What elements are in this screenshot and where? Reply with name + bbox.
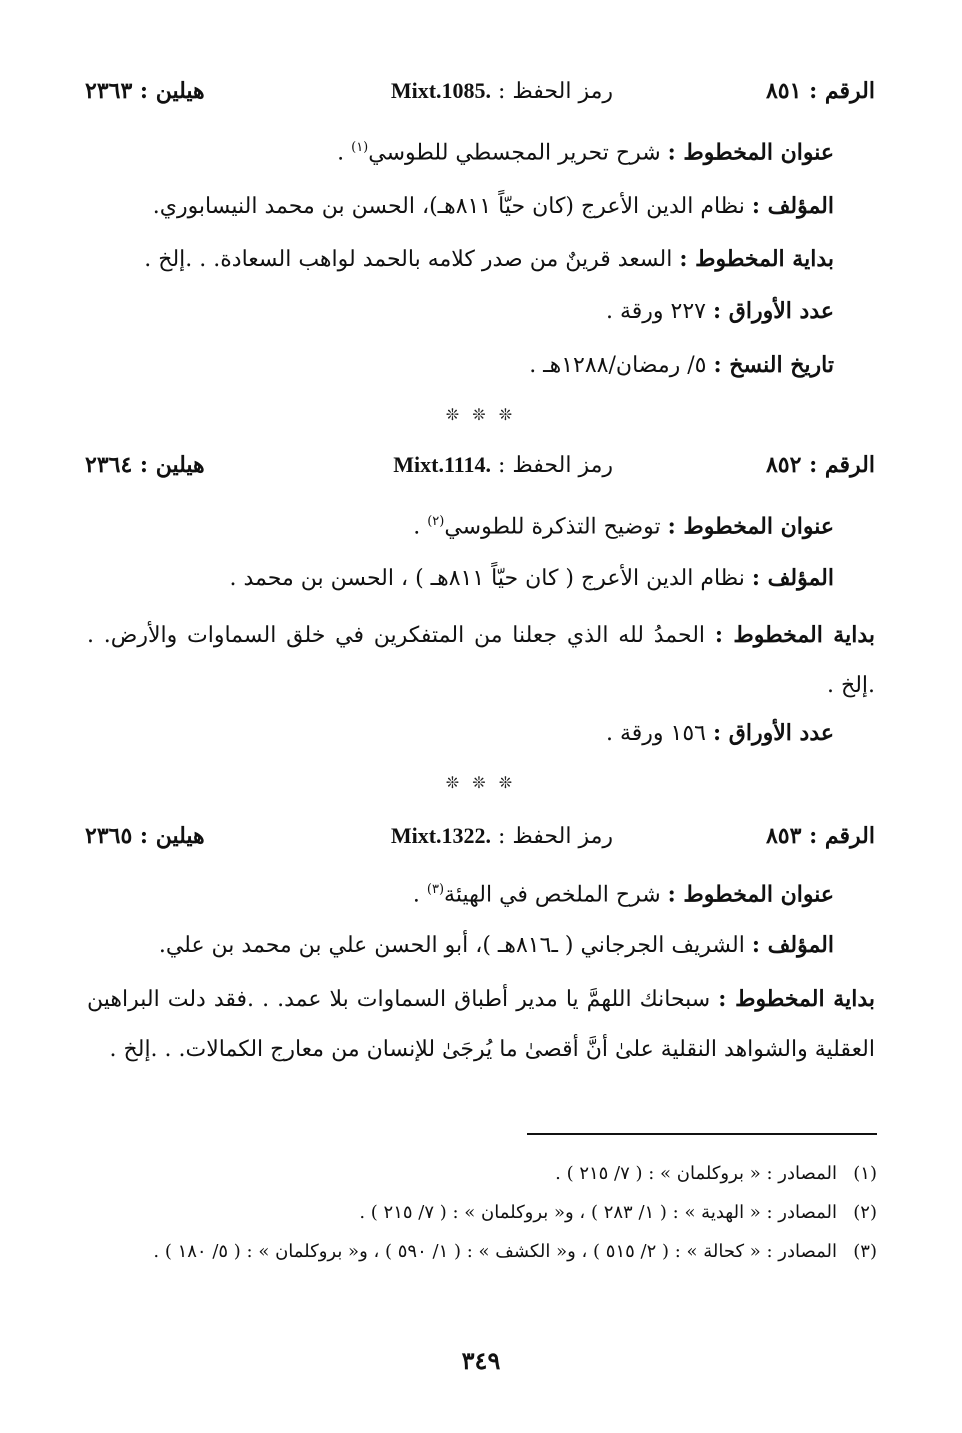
footnote-ref: (٣) (426, 882, 445, 897)
field-label: بداية المخطوط : (718, 986, 875, 1012)
footnote (77, 1195, 877, 1231)
shelf-mark (391, 78, 613, 104)
footnote-rule (527, 1133, 877, 1135)
shelf-mark (393, 452, 613, 478)
entry-header (85, 452, 875, 492)
author-field (230, 553, 834, 604)
field-label: بداية المخطوط : (679, 246, 834, 272)
leaves-count: ١٥٦ ورقة . (606, 721, 706, 746)
copy-date-field (529, 340, 834, 391)
separator: ❊ ❊ ❊ (445, 405, 517, 424)
field-label: عنوان المخطوط : (667, 881, 834, 908)
manuscript-title: شرح الملخص في الهيئة (444, 882, 661, 908)
incipit-field (87, 974, 875, 1075)
shelf-mark (391, 823, 613, 849)
field-label: المؤلف : (751, 565, 834, 591)
title-end: . (413, 514, 428, 540)
author: نظام الدين الأعرج (كان حيّاً ٨١١هـ)، الحسن بن محمد النيسابوري. (152, 194, 745, 219)
copy-date: ٥/ رمضان/١٢٨٨هـ . (529, 353, 707, 378)
entry-number: الرقم : ٨٥١ (765, 78, 875, 104)
author: نظام الدين الأعرج ( كان حيّاً ٨١١هـ ) ، الحسن بن محمد . (229, 566, 745, 591)
field-label: بداية المخطوط : (714, 622, 876, 648)
shelf-mark-code: Mixt.1322. (390, 823, 492, 848)
title-field (337, 123, 834, 178)
manuscript-title: شرح تحرير المجسطي للطوسي (368, 140, 661, 166)
leaves-count: ٢٢٧ ورقة . (606, 299, 706, 324)
shelf-mark-label: رمز الحفظ : (498, 79, 613, 104)
footnote-number: (٣) (853, 1241, 877, 1262)
heylin-number: هيلين : ٢٣٦٥ (85, 823, 205, 849)
shelf-mark-code: Mixt.1085. (390, 78, 492, 103)
entry-number: الرقم : ٨٥٢ (765, 452, 875, 478)
author-field (153, 181, 834, 232)
title-end: . (337, 140, 352, 166)
field-label: المؤلف : (751, 193, 834, 219)
manuscript-title: توضيح التذكرة للطوسي (444, 514, 661, 540)
footnote-text: المصادر : « كحالة » : ( ٢/ ٥١٥ ) ، و« الكشف » : ( ١/ ٥٩٠ ) ، و« بروكلمان » : ( ٥/ ١٨٠ ) . (153, 1241, 837, 1262)
incipit: السعد قرينٌ من صدر كلامه بالحمد لواهب السعادة. . .إلخ . (144, 247, 673, 272)
heylin-number: هيلين : ٢٣٦٤ (85, 452, 205, 478)
field-label: عنوان المخطوط : (667, 139, 834, 166)
field-label: تاريخ النسخ : (713, 352, 834, 378)
footnote (77, 1234, 877, 1270)
separator: ❊ ❊ ❊ (445, 773, 517, 792)
author-field (159, 920, 834, 971)
shelf-mark-label: رمز الحفظ : (498, 453, 613, 478)
shelf-mark-code: Mixt.1114. (393, 452, 492, 477)
footnote-number: (١) (853, 1163, 877, 1184)
footnote-ref: (١) (351, 140, 369, 155)
field-label: عنوان المخطوط : (667, 513, 834, 540)
leaves-field (606, 286, 834, 337)
entry-header (85, 78, 875, 118)
footnote-number: (٢) (853, 1202, 877, 1223)
title-field (413, 865, 834, 920)
footnote-text: المصادر : « الهدية » : ( ١/ ٢٨٣ ) ، و« بروكلمان » : ( ٧/ ٢١٥ ) . (359, 1202, 837, 1223)
incipit-field (87, 610, 875, 711)
entry-header (85, 823, 875, 863)
entry-number: الرقم : ٨٥٣ (765, 823, 875, 849)
incipit-field (144, 234, 834, 285)
field-label: المؤلف : (751, 932, 834, 958)
leaves-field (606, 708, 834, 759)
author: الشريف الجرجاني ( ـ٨١٦هـ )، أبو الحسن علي بن محمد بن علي. (158, 933, 745, 958)
title-end: . (412, 882, 427, 908)
shelf-mark-label: رمز الحفظ : (498, 824, 613, 849)
incipit: الحمدُ لله الذي جعلنا من المتفكرين في خلق السماوات والأرض. . .إلخ . (87, 623, 875, 698)
footnote-ref: (٢) (427, 514, 445, 529)
footnote (77, 1156, 877, 1192)
field-label: عدد الأوراق : (713, 298, 834, 324)
footnote-text: المصادر : « بروكلمان » : ( ٧/ ٢١٥ ) . (555, 1163, 837, 1184)
incipit: سبحانك اللهمَّ يا مدير أطباق السماوات بلا عمد. . .فقد دلت البراهين العقلية والشواهد النقلية علىٰ أنَّ أقصىٰ ما يُرجَىٰ للإنسان من معارج الكمالات. . .إلخ . (87, 987, 875, 1062)
title-field (413, 497, 834, 552)
heylin-number: هيلين : ٢٣٦٣ (85, 78, 205, 104)
field-label: عدد الأوراق : (713, 720, 834, 746)
page-number: ٣٤٩ (461, 1346, 501, 1375)
